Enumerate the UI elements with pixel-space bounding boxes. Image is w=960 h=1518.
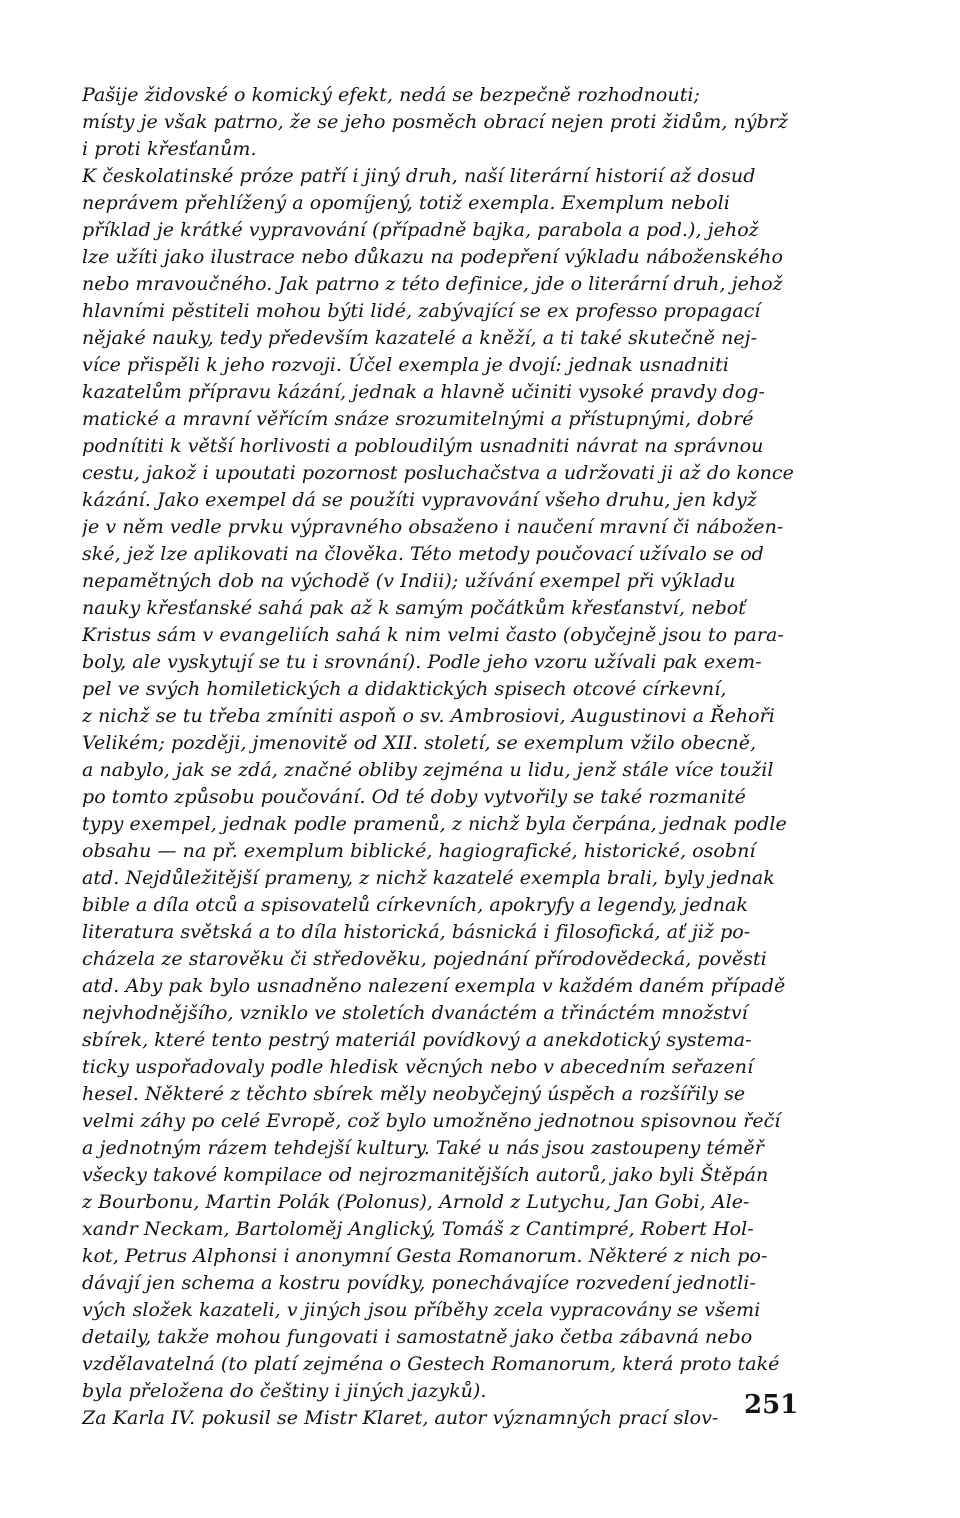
- page-number: 251: [744, 1390, 799, 1420]
- text-line: místy je však patrno, že se jeho posměch obrací nejen proti židům, nýbrž: [82, 111, 788, 133]
- text-line: a jednotným rázem tehdejší kultury. Také u nás jsou zastoupeny téměř: [82, 1137, 764, 1159]
- text-line: atd. Aby pak bylo usnadněno nalezení exempla v každém daném případě: [82, 975, 786, 997]
- text-line: kazatelům přípravu kázání, jednak a hlavně učiniti vysoké pravdy dog-: [82, 381, 765, 403]
- text-line: všecky takové kompilace od nejrozmanitějších autorů, jako byli Štěpán: [82, 1164, 769, 1186]
- text-line: matické a mravní věřícím snáze srozumitelnými a přístupnými, dobré: [82, 408, 754, 430]
- text-line: Za Karla IV. pokusil se Mistr Klaret, autor významných prací slov-: [82, 1407, 719, 1429]
- text-line: kázání. Jako exempel dá se použíti vypravování všeho druhu, jen když: [82, 489, 757, 511]
- text-line: boly, ale vyskytují se tu i srovnání). Podle jeho vzoru užívali pak exem-: [82, 651, 762, 673]
- text-line: vých složek kazateli, v jiných jsou příběhy zcela vypracovány se všemi: [82, 1299, 761, 1321]
- text-line: sbírek, které tento pestrý materiál povídkový a anekdotický systema-: [82, 1029, 752, 1051]
- text-line: lze užíti jako ilustrace nebo důkazu na podepření výkladu náboženského: [82, 246, 784, 268]
- text-line: po tomto způsobu poučování. Od té doby vytvořily se také rozmanité: [82, 786, 746, 808]
- text-line: více přispěli k jeho rozvoji. Účel exempla je dvojí: jednak usnadniti: [82, 354, 729, 376]
- text-line: z Bourbonu, Martin Polák (Polonus), Arnold z Lutychu, Jan Gobi, Ale-: [82, 1191, 750, 1213]
- text-line: a nabylo, jak se zdá, značné obliby zejména u lidu, jenž stále více toužil: [82, 759, 774, 781]
- text-line: nepamětných dob na východě (v Indii); užívání exempel při výkladu: [82, 570, 736, 592]
- text-line: dávají jen schema a kostru povídky, ponechávajíce rozvedení jednotli-: [82, 1272, 756, 1294]
- text-line: Kristus sám v evangeliích sahá k nim velmi často (obyčejně jsou to para-: [82, 624, 784, 646]
- text-line: velmi záhy po celé Evropě, což bylo umožněno jednotnou spisovnou řečí: [82, 1110, 781, 1132]
- text-line: hesel. Některé z těchto sbírek měly neobyčejný úspěch a rozšířily se: [82, 1083, 746, 1105]
- text-line: ticky uspořadovaly podle hledisk věcných nebo v abecedním seřazení: [82, 1056, 754, 1078]
- text-line: hlavními pěstiteli mohou býti lidé, zabývající se ex professo propagací: [82, 300, 761, 322]
- text-line: Velikém; později, jmenovitě od XII. století, se exemplum vžilo obecně,: [82, 732, 757, 754]
- text-line: z nichž se tu třeba zmíniti aspoň o sv. Ambrosiovi, Augustinovi a Řehoři: [82, 705, 775, 727]
- text-line: byla přeložena do češtiny i jiných jazyků).: [82, 1380, 487, 1402]
- text-line: nějaké nauky, tedy především kazatelé a kněží, a ti také skutečně nej-: [82, 327, 758, 349]
- text-line: ské, jež lze aplikovati na člověka. Této metody poučovací užívalo se od: [82, 543, 764, 565]
- text-line: literatura světská a to díla historická, básnická i filosofická, ať již po-: [82, 921, 751, 943]
- text-line: atd. Nejdůležitější prameny, z nichž kazatelé exempla brali, byly jednak: [82, 867, 775, 889]
- text-line: xandr Neckam, Bartoloměj Anglický, Tomáš z Cantimpré, Robert Hol-: [82, 1218, 754, 1240]
- text-line: nebo mravoučného. Jak patrno z této definice, jde o literární druh, jehož: [82, 273, 783, 295]
- text-line: je v něm vedle prvku výpravného obsaženo i naučení mravní či nábožen-: [82, 516, 784, 538]
- text-line: detaily, takže mohou fungovati i samostatně jako četba zábavná nebo: [82, 1326, 753, 1348]
- text-line: podnítiti k větší horlivosti a pobloudilým usnadniti návrat na správnou: [82, 435, 764, 457]
- text-line: nauky křesťanské sahá pak až k samým počátkům křesťanství, neboť: [82, 597, 746, 619]
- text-line: i proti křesťanům.: [82, 138, 257, 160]
- text-line: vzdělavatelná (to platí zejména o Gestech Romanorum, která proto také: [82, 1353, 780, 1375]
- text-line: pel ve svých homiletických a didaktických spisech otcové církevní,: [82, 678, 727, 700]
- text-line: příklad je krátké vypravování (případně bajka, parabola a pod.), jehož: [82, 219, 759, 241]
- text-line: neprávem přehlížený a opomíjený, totiž exempla. Exemplum neboli: [82, 192, 730, 214]
- text-line: nejvhodnějšího, vzniklo ve stoletích dvanáctém a třináctém množství: [82, 1002, 748, 1024]
- text-line: cestu, jakož i upoutati pozornost posluchačstva a udržovati ji až do konce: [82, 462, 794, 484]
- text-line: obsahu — na př. exemplum biblické, hagiografické, historické, osobní: [82, 840, 756, 862]
- text-line: kot, Petrus Alphonsi i anonymní Gesta Romanorum. Některé z nich po-: [82, 1245, 768, 1267]
- text-line: typy exempel, jednak podle pramenů, z nichž byla čerpána, jednak podle: [82, 813, 787, 835]
- text-line: K českolatinské próze patří i jiný druh, naší literární historií až dosud: [82, 165, 756, 187]
- text-line: bible a díla otců a spisovatelů církevních, apokryfy a legendy, jednak: [82, 894, 748, 916]
- text-line: cházela ze starověku či středověku, pojednání přírodovědecká, pověsti: [82, 948, 767, 970]
- body-text: [82, 82, 878, 1432]
- text-line: Pašije židovské o komický efekt, nedá se bezpečně rozhodnouti;: [82, 84, 700, 106]
